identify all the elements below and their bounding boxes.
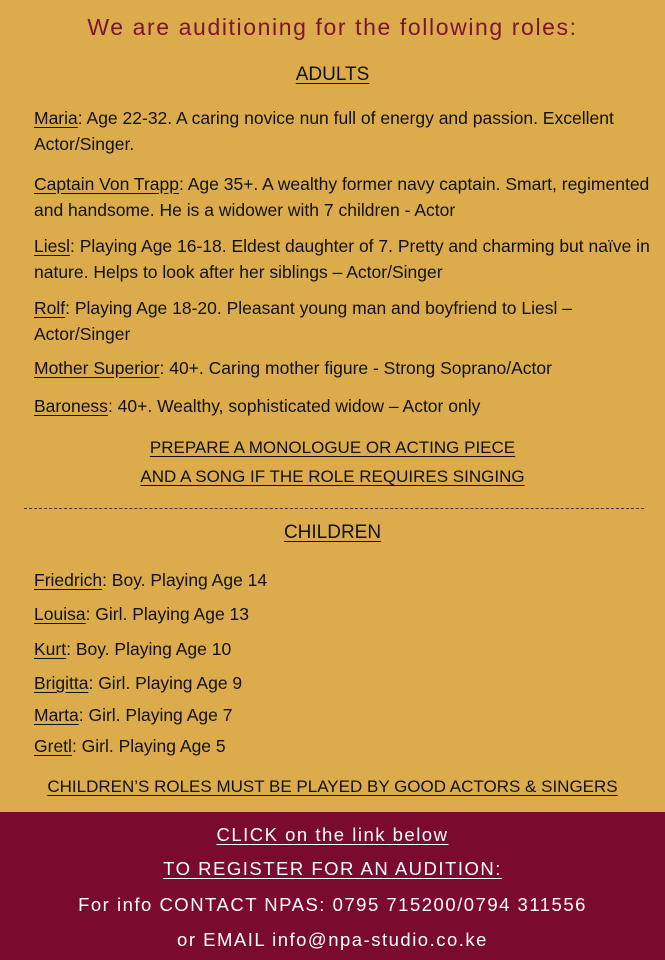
role-mother-superior — [34, 355, 654, 381]
poster-heading: We are auditioning for the following roles: — [87, 14, 578, 40]
role-captain-von-trapp — [34, 171, 654, 223]
role-name: Rolf — [34, 298, 66, 318]
role-rolf — [34, 295, 654, 347]
role-description: : 40+. Caring mother figure - Strong Soprano/Actor — [159, 358, 552, 378]
adults-note-line-2: AND A SONG IF THE ROLE REQUIRES SINGING — [140, 467, 525, 486]
role-name: Louisa — [34, 604, 86, 624]
role-description: : 40+. Wealthy, sophisticated widow – Actor only — [107, 396, 481, 416]
role-description: : Girl. Playing Age 9 — [88, 673, 243, 693]
role-name: Kurt — [34, 639, 67, 659]
adults-section-title: ADULTS — [295, 64, 370, 85]
role-description: : Playing Age 18-20. Pleasant young man and boyfriend to Liesl – Actor/Singer — [34, 298, 572, 344]
child-role-kurt — [34, 637, 634, 661]
footer-banner — [0, 812, 665, 960]
footer-click-link[interactable]: CLICK on the link below — [216, 824, 449, 845]
child-role-friedrich — [34, 568, 634, 592]
footer-register-link[interactable]: TO REGISTER FOR AN AUDITION: — [163, 858, 502, 879]
role-description: : Age 35+. A wealthy former navy captain. Smart, regimented and handsome. He is a widower with 7 children - Actor — [34, 174, 650, 220]
role-liesl — [34, 233, 654, 285]
children-section-title: CHILDREN — [283, 522, 382, 543]
role-name: Marta — [34, 705, 79, 725]
role-description: : Girl. Playing Age 13 — [85, 604, 249, 624]
role-baroness — [34, 393, 654, 419]
role-description: : Girl. Playing Age 7 — [78, 705, 233, 725]
footer-contact-info: For info CONTACT NPAS: 0795 715200/0794 311556 — [78, 894, 587, 915]
footer-email-info: or EMAIL info@npa-studio.co.ke — [177, 929, 488, 950]
section-divider — [24, 508, 644, 509]
role-name: Baroness — [34, 396, 108, 416]
role-name: Gretl — [34, 736, 72, 756]
role-name: Liesl — [34, 236, 70, 256]
role-description: : Boy. Playing Age 10 — [66, 639, 232, 659]
role-name: Mother Superior — [34, 358, 160, 378]
adults-note-line-1: PREPARE A MONOLOGUE OR ACTING PIECE — [149, 438, 516, 457]
child-role-marta — [34, 703, 634, 727]
role-description: : Age 22-32. A caring novice nun full of energy and passion. Excellent Actor/Singer. — [34, 108, 614, 154]
role-name: Maria — [34, 108, 78, 128]
role-name: Captain Von Trapp — [34, 174, 179, 194]
role-maria — [34, 105, 654, 157]
child-role-louisa — [34, 602, 634, 626]
role-name: Brigitta — [34, 673, 89, 693]
role-description: : Playing Age 16-18. Eldest daughter of 7. Pretty and charming but naïve in nature. Helps to look after her siblings – Actor/Singer — [34, 236, 650, 282]
role-description: : Boy. Playing Age 14 — [102, 570, 268, 590]
children-note: CHILDREN’S ROLES MUST BE PLAYED BY GOOD ACTORS & SINGERS — [47, 777, 618, 796]
child-role-brigitta — [34, 671, 634, 695]
role-description: : Girl. Playing Age 5 — [71, 736, 226, 756]
child-role-gretl — [34, 734, 634, 758]
role-name: Friedrich — [34, 570, 103, 590]
